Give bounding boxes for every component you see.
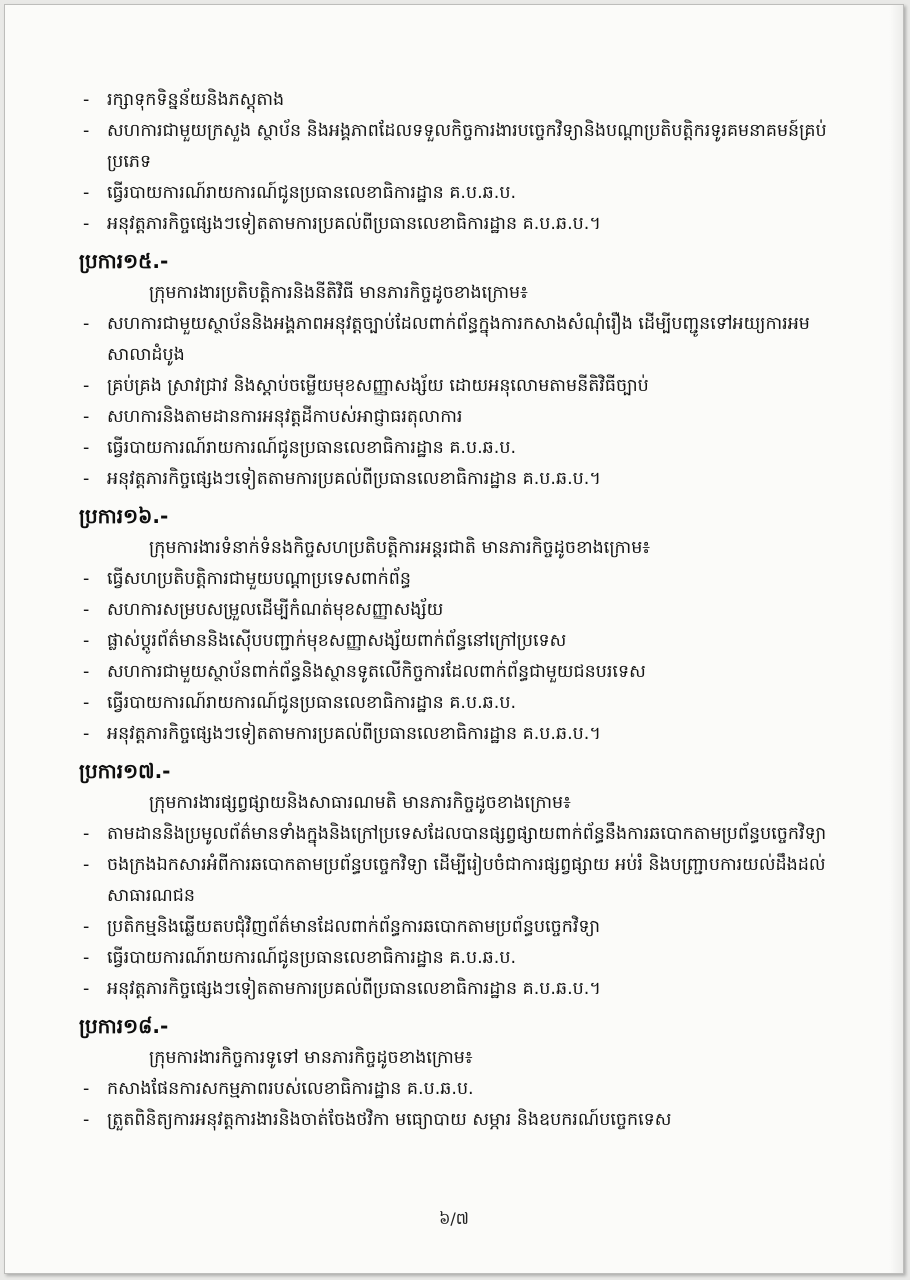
article-heading: ប្រការ១៦.- [79,504,169,528]
list-item-text: ធ្វើរបាយការណ៍រាយការណ៍ជូនប្រធានលេខាធិការដ្ឋាន គ.ប.ឆ.ប. [107,693,517,713]
list-item-text: កសាងផែនការសកម្មភាពរបស់លេខាធិការដ្ឋាន គ.ប.ឆ.ប. [107,1079,474,1099]
document-body [79,85,849,1136]
list-item [79,819,849,850]
list-item-text: ធ្វើរបាយការណ៍រាយការណ៍ជូនប្រធានលេខាធិការដ្ឋាន គ.ប.ឆ.ប. [107,948,517,968]
list-item-text: សហការជាមួយក្រសួង ស្ថាប័ន និងអង្គភាពដែលទទួលកិច្ចការងារបច្ចេកវិទ្យានិងបណ្តាប្រតិបត្តិករទូរគមនាគមន៍គ្រប់ប្រភេទ [107,121,827,172]
dash-bullet-icon: - [83,376,90,396]
dash-bullet-icon: - [83,183,90,203]
dash-bullet-icon: - [83,724,90,744]
list-item-text: ចងក្រងឯកសារអំពីការឆបោកតាមប្រព័ន្ធបច្ចេកវិទ្យា ដើម្បីរៀបចំជាការផ្សព្វផ្សាយ អប់រំ និងបញ្ជ្រាបការយល់ដឹងដល់សាធារណជន [107,855,826,906]
list-item-text: ធ្វើសហប្រតិបត្តិការជាមួយបណ្តាប្រទេសពាក់ព័ន្ធ [107,569,411,589]
dash-bullet-icon: - [83,469,90,489]
dash-bullet-icon: - [83,214,90,234]
list-item-text: ត្រួតពិនិត្យការអនុវត្តការងារនិងចាត់ចែងថវិកា មធ្យោបាយ សម្ភារ និងឧបករណ៍បច្ចេកទេស [107,1110,672,1130]
article-intro: ក្រុមការងារផ្សព្វផ្សាយនិងសាធារណមតិ មានភារកិច្ចដូចខាងក្រោម៖ [149,793,571,813]
dash-bullet-icon: - [83,693,90,713]
list-item-text: សហការនិងតាមដានការអនុវត្តដីកាបស់អាជ្ញាធរតុលាការ [107,407,463,427]
article-intro: ក្រុមការងារទំនាក់ទំនងកិច្ចសហប្រតិបត្តិការអន្តរជាតិ មានភារកិច្ចដូចខាងក្រោម៖ [149,538,650,558]
list-item-text: សហការសម្របសម្រួលដើម្បីកំណត់មុខសញ្ញាសង្ស័យ [107,600,444,620]
list-item [79,209,849,240]
list-item-text: ធ្វើរបាយការណ៍រាយការណ៍ជូនប្រធានលេខាធិការដ្ឋាន គ.ប.ឆ.ប. [107,438,517,458]
list-item-text: សហការជាមួយស្ថាប័នពាក់ព័ន្ធនិងស្ថានទូតលើកិច្ចការដែលពាក់ព័ន្ធជាមួយជនបរទេស [107,662,646,682]
article-intro: ក្រុមការងារប្រតិបត្តិការនិងនីតិវិធី មានភារកិច្ចដូចខាងក្រោម៖ [149,283,528,303]
dash-bullet-icon: - [83,121,90,141]
list-item [79,116,849,178]
list-item [79,688,849,719]
list-item [79,1105,849,1136]
list-item-text: គ្រប់គ្រង ស្រាវជ្រាវ និងស្តាប់ចម្លើយមុខសញ្ញាសង្ស័យ ដោយអនុលោមតាមនីតិវិធីច្បាប់ [107,376,649,396]
list-item [79,850,849,912]
article-heading: ប្រការ១៥.- [79,249,169,273]
list-item [79,564,849,595]
list-item [79,719,849,750]
dash-bullet-icon: - [83,314,90,334]
list-item [79,626,849,657]
list-item-text: ធ្វើរបាយការណ៍រាយការណ៍ជូនប្រធានលេខាធិការដ្ឋាន គ.ប.ឆ.ប. [107,183,517,203]
dash-bullet-icon: - [83,979,90,999]
dash-bullet-icon: - [83,631,90,651]
page-number: ៦/៧ [439,1209,469,1228]
list-item [79,595,849,626]
article-heading: ប្រការ១៨.- [79,1014,169,1038]
dash-bullet-icon: - [83,1079,90,1099]
list-item [79,433,849,464]
dash-bullet-icon: - [83,1110,90,1130]
list-item-text: ផ្លាស់ប្តូរព័ត៌មាននិងស៊ើបបញ្ជាក់មុខសញ្ញាសង្ស័យពាក់ព័ន្ធនៅក្រៅប្រទេស [107,631,567,651]
list-item [79,974,849,1005]
list-item [79,371,849,402]
dash-bullet-icon: - [83,600,90,620]
dash-bullet-icon: - [83,438,90,458]
dash-bullet-icon: - [83,407,90,427]
dash-bullet-icon: - [83,662,90,682]
dash-bullet-icon: - [83,855,90,875]
list-item [79,1074,849,1105]
list-item [79,85,849,116]
list-item-text: អនុវត្តភារកិច្ចផ្សេងៗទៀតតាមការប្រគល់ពីប្រធានលេខាធិការដ្ឋាន គ.ប.ឆ.ប.។ [107,724,601,744]
list-item-text: រក្សាទុកទិន្នន័យនិងភស្តុតាង [107,90,285,110]
dash-bullet-icon: - [83,948,90,968]
list-item [79,464,849,495]
list-item [79,309,849,371]
list-item-text: អនុវត្តភារកិច្ចផ្សេងៗទៀតតាមការប្រគល់ពីប្រធានលេខាធិការដ្ឋាន គ.ប.ឆ.ប.។ [107,214,601,234]
dash-bullet-icon: - [83,917,90,937]
dash-bullet-icon: - [83,569,90,589]
article-intro: ក្រុមការងារកិច្ចការទូទៅ មានភារកិច្ចដូចខាងក្រោម៖ [149,1048,473,1068]
list-item-text: អនុវត្តភារកិច្ចផ្សេងៗទៀតតាមការប្រគល់ពីប្រធានលេខាធិការដ្ឋាន គ.ប.ឆ.ប.។ [107,979,601,999]
list-item [79,912,849,943]
article-heading: ប្រការ១៧.- [79,759,171,783]
dash-bullet-icon: - [83,824,90,844]
dash-bullet-icon: - [83,90,90,110]
list-item [79,943,849,974]
list-item [79,178,849,209]
list-item [79,657,849,688]
document-page [4,4,904,1274]
list-item-text: សហការជាមួយស្ថាប័ននិងអង្គភាពអនុវត្តច្បាប់ដែលពាក់ព័ន្ធក្នុងការកសាងសំណុំរឿង ដើម្បីបញ្ជូនទៅអយ្យការអមសាលាដំបូង [107,314,810,365]
list-item-text: តាមដាននិងប្រមូលព័ត៌មានទាំងក្នុងនិងក្រៅប្រទេសដែលបានផ្សព្វផ្សាយពាក់ព័ន្ធនឹងការឆបោកតាមប្រព័ន្ធបច្ចេកវិទ្យា [107,824,827,844]
list-item-text: ប្រតិកម្មនិងឆ្លើយតបជុំវិញព័ត៌មានដែលពាក់ព័ន្ធការឆបោកតាមប្រព័ន្ធបច្ចេកវិទ្យា [107,917,601,937]
list-item-text: អនុវត្តភារកិច្ចផ្សេងៗទៀតតាមការប្រគល់ពីប្រធានលេខាធិការដ្ឋាន គ.ប.ឆ.ប.។ [107,469,601,489]
list-item [79,402,849,433]
